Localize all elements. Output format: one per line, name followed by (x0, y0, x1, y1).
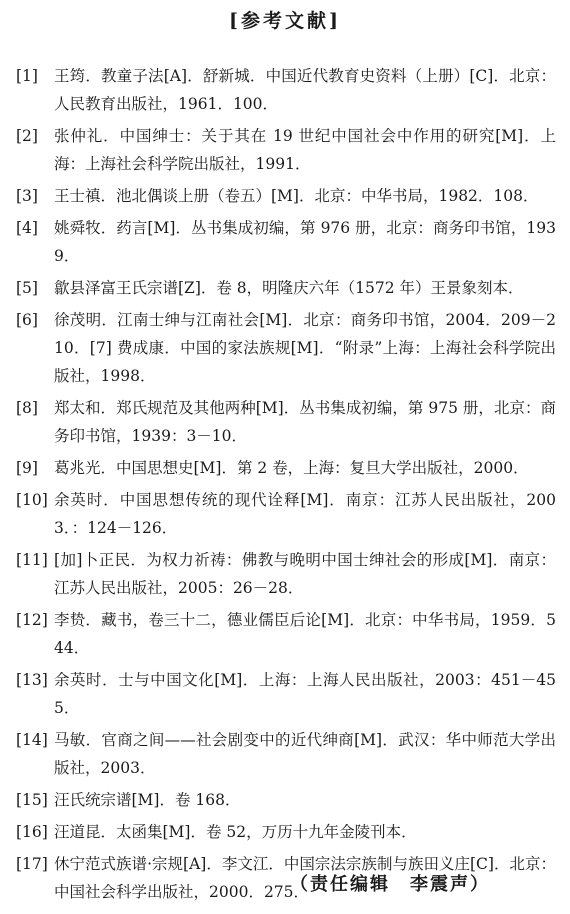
reference-number: [5] (16, 279, 38, 297)
reference-item (16, 182, 556, 210)
reference-text: [加]卜正民．为权力祈祷：佛教与晚明中国士绅社会的形成[M]．南京：江苏人民出版社，2005：26－28． (54, 551, 556, 597)
reference-text: 汪氏统宗谱[M]．卷 168． (54, 791, 241, 809)
reference-text: 李贽．藏书，卷三十二，德业儒臣后论[M]．北京：中华书局，1959．544． (54, 611, 556, 657)
reference-number: [11] (16, 551, 48, 569)
references-heading: [参考文献] (229, 10, 341, 32)
reference-number: [12] (16, 611, 48, 629)
reference-item (16, 394, 556, 450)
reference-text: 姚舜牧．药言[M]．丛书集成初编，第 976 册，北京：商务印书馆，1939． (54, 219, 556, 265)
reference-text: 余英时．士与中国文化[M]．上海：上海人民出版社，2003：451－455． (54, 671, 556, 717)
reference-text: 郑太和．郑氏规范及其他两种[M]．丛书集成初编，第 975 册，北京：商务印书馆，1939：3－10． (54, 399, 556, 445)
reference-item (16, 818, 556, 846)
reference-text: 马敏．官商之间——社会剧变中的近代绅商[M]．武汉：华中师范大学出版社，2003． (54, 731, 556, 777)
reference-text: 王士禛．池北偶谈上册（卷五）[M]．北京：中华书局，1982．108． (54, 187, 539, 205)
reference-text: 葛兆光．中国思想史[M]．第 2 卷，上海：复旦大学出版社，2000． (54, 459, 529, 477)
reference-item (16, 122, 556, 178)
reference-text: 余英时．中国思想传统的现代诠释[M]．南京：江苏人民出版社，2003．：124－126． (54, 491, 556, 537)
reference-item (16, 666, 556, 722)
reference-number: [15] (16, 791, 48, 809)
reference-item (16, 726, 556, 782)
reference-number: [8] (16, 399, 38, 417)
reference-text: 歙县泽富王氏宗谱[Z]．卷 8，明隆庆六年（1572 年）王景象刻本． (54, 279, 524, 297)
reference-number: [2] (16, 127, 38, 145)
reference-item (16, 454, 556, 482)
reference-text: 张仲礼．中国绅士：关于其在 19 世纪中国社会中作用的研究[M]．上海：上海社会科学院出版社，1991． (54, 127, 556, 173)
reference-item (16, 606, 556, 662)
reference-item (16, 62, 556, 118)
reference-text: 王筠．教童子法[A]．舒新城．中国近代教育史资料（上册）[C]．北京：人民教育出版社，1961．100． (54, 67, 556, 113)
reference-number: [9] (16, 459, 38, 477)
reference-list (16, 62, 556, 914)
reference-item (16, 306, 556, 390)
reference-number: [16] (16, 823, 48, 841)
reference-number: [6] (16, 311, 38, 329)
reference-number: [4] (16, 219, 38, 237)
reference-item (16, 786, 556, 814)
reference-number: [1] (16, 67, 38, 85)
reference-number: [14] (16, 731, 48, 749)
reference-item (16, 274, 556, 302)
reference-text: 徐茂明．江南士绅与江南社会[M]．北京：商务印书馆，2004．209－210．[7] 费成康．中国的家法族规[M]．“附录”上海：上海社会科学院出版社，1998． (54, 311, 556, 385)
reference-number: [3] (16, 187, 38, 205)
responsible-editor: （责任编辑 李震声） (290, 874, 490, 895)
reference-item (16, 486, 556, 542)
reference-text: 汪道昆．太函集[M]．卷 52，万历十九年金陵刊本． (54, 823, 417, 841)
reference-item (16, 546, 556, 602)
reference-text: 休宁范式族谱·宗规[A]．李文江．中国宗法宗族制与族田义庄[C]．北京：中国社会科学出版社，2000．275． (54, 855, 556, 901)
reference-number: [17] (16, 855, 48, 873)
reference-number: [10] (16, 491, 48, 509)
reference-number: [13] (16, 671, 48, 689)
reference-item (16, 214, 556, 270)
